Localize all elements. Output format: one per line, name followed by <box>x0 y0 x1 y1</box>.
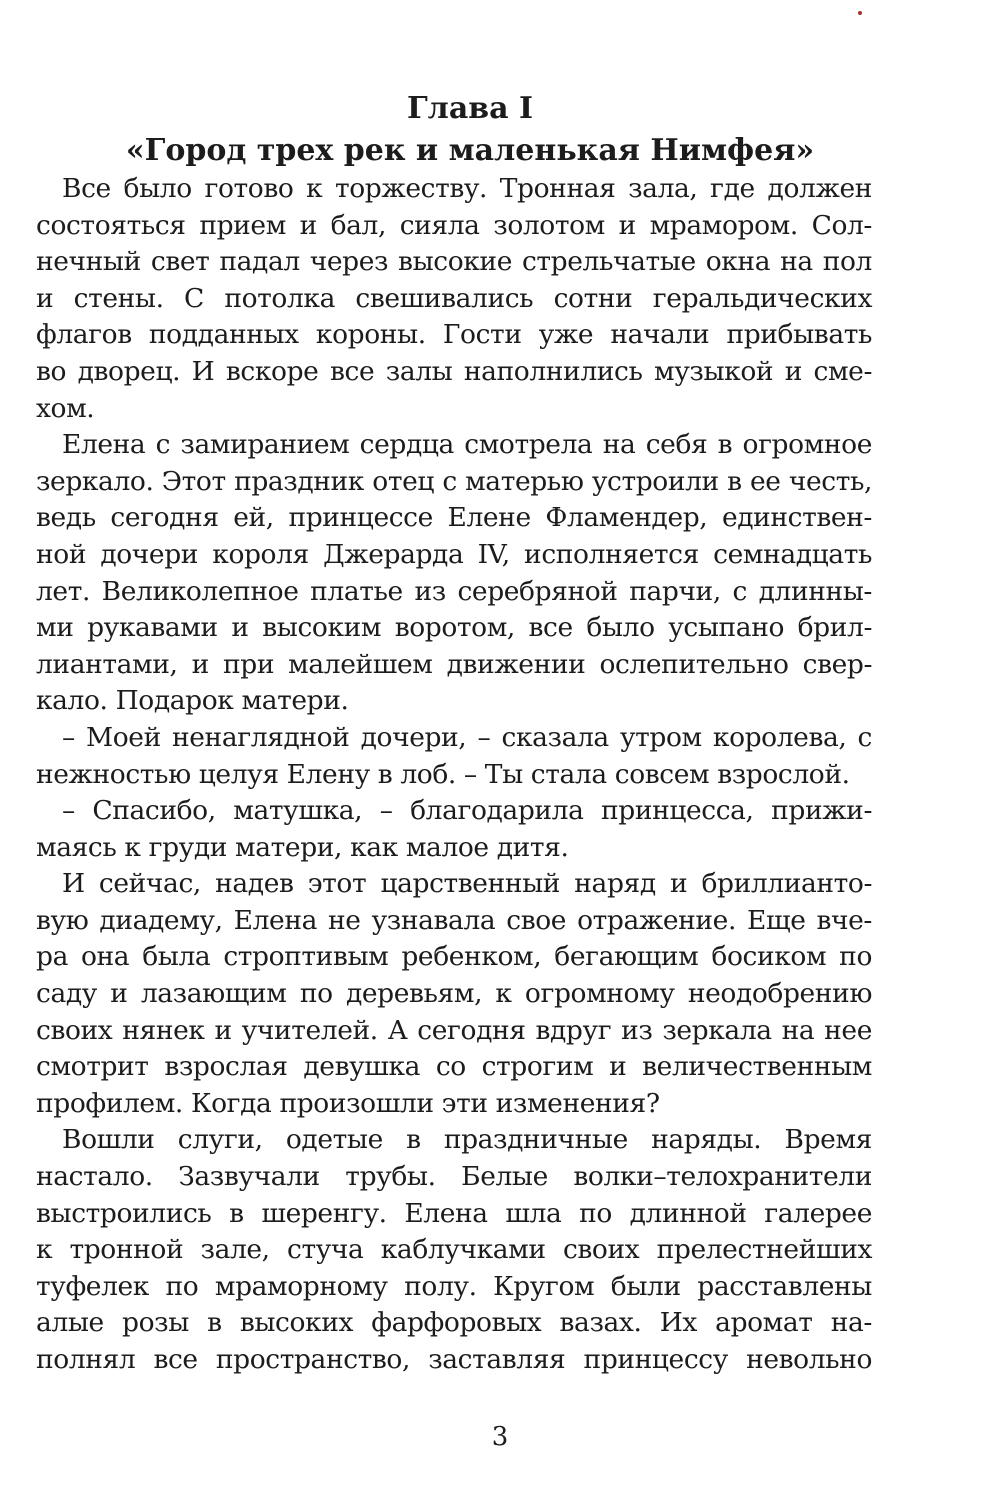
text-line: ми рукавами и высоким воротом, все было усыпано брил- <box>36 612 872 644</box>
text-line: Все было готово к торжеству. Тронная зала, где должен <box>62 173 872 204</box>
text-line: во дворец. И вскоре все залы наполнились музыкой и сме- <box>36 355 872 387</box>
text-line: ведь сегодня ей, принцессе Елене Фламендер, единствен- <box>36 502 872 534</box>
text-line: – Спасибо, матушка, – благодарила принцесса, прижи- <box>62 795 872 827</box>
text-line: состояться прием и бал, сияла золотом и мрамором. Сол- <box>36 209 872 241</box>
text-line: туфелек по мраморному полу. Кругом были расставлены <box>36 1270 872 1302</box>
text-line: и стены. С потолка свешивались сотни геральдических <box>36 282 872 314</box>
body-text <box>36 171 872 1379</box>
ink-speck <box>858 11 862 15</box>
text-line: ра она была строптивым ребенком, бегающим босиком по <box>36 941 872 973</box>
text-line: выстроились в шеренгу. Елена шла по длинной галерее <box>36 1197 872 1229</box>
text-line: настало. Зазвучали трубы. Белые волки–телохранители <box>36 1161 872 1193</box>
text-line: саду и лазающим по деревьям, к огромному неодобрению <box>36 978 872 1010</box>
text-line: вую диадему, Елена не узнавала свое отражение. Еще вче- <box>36 904 872 936</box>
text-line: нежностью целуя Елену в лоб. – Ты стала совсем взрослой. <box>36 758 850 790</box>
chapter-number: Глава I <box>406 91 534 126</box>
text-line: маясь к груди матери, как малое дитя. <box>36 831 569 863</box>
text-line: нечный свет падал через высокие стрельчатые окна на пол <box>36 246 872 278</box>
text-line: Елена с замиранием сердца смотрела на себя в огромное <box>62 429 872 461</box>
text-line: лиантами, и при малейшем движении ослепительно свер- <box>36 648 872 680</box>
text-line: Вошли слуги, одетые в праздничные наряды. Время <box>62 1124 872 1156</box>
chapter-title: «Город трех рек и маленькая Нимфея» <box>125 133 815 168</box>
text-line: своих нянек и учителей. А сегодня вдруг из зеркала на нее <box>36 1014 872 1046</box>
text-line: к тронной зале, стуча каблучками своих прелестнейших <box>36 1234 872 1266</box>
text-line: зеркало. Этот праздник отец с матерью устроили в ее честь, <box>36 465 872 497</box>
text-line: И сейчас, надев этот царственный наряд и бриллианто- <box>62 868 872 900</box>
text-line: смотрит взрослая девушка со строгим и величественным <box>36 1051 872 1083</box>
text-line: профилем. Когда произошли эти изменения? <box>36 1087 660 1119</box>
page-number: 3 <box>491 1422 509 1452</box>
text-line: – Моей ненаглядной дочери, – сказала утром королева, с <box>62 721 872 753</box>
text-line: полнял все пространство, заставляя принцессу невольно <box>36 1344 872 1375</box>
text-line: флагов подданных короны. Гости уже начали прибывать <box>36 319 872 351</box>
text-line: ной дочери короля Джерарда IV, исполняется семнадцать <box>36 538 872 570</box>
text-line: хом. <box>36 392 95 424</box>
text-line: кало. Подарок матери. <box>36 685 349 717</box>
text-line: алые розы в высоких фарфоровых вазах. Их аромат на- <box>36 1307 872 1339</box>
text-line: лет. Великолепное платье из серебряной парчи, с длинны- <box>36 575 872 607</box>
